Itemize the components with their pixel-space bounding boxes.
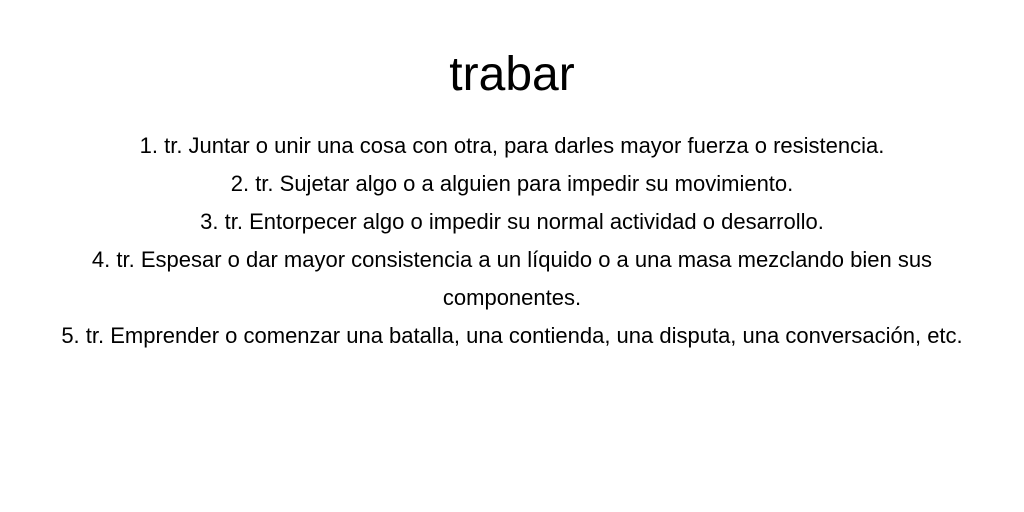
headword-title: trabar [449,48,575,101]
definition-item: 1. tr. Juntar o unir una cosa con otra, para darles mayor fuerza o resistencia. [139,133,885,158]
definition-item: 3. tr. Entorpecer algo o impedir su normal actividad o desarrollo. [200,209,824,234]
definition-item: 2. tr. Sujetar algo o a alguien para impedir su movimiento. [230,171,794,196]
definition-item: 5. tr. Emprender o comenzar una batalla, una contienda, una disputa, una conversación, etc. [61,323,963,348]
definition-list [40,127,984,355]
definition-item: 4. tr. Espesar o dar mayor consistencia a un líquido o a una masa mezclando bien sus componentes. [91,247,933,310]
